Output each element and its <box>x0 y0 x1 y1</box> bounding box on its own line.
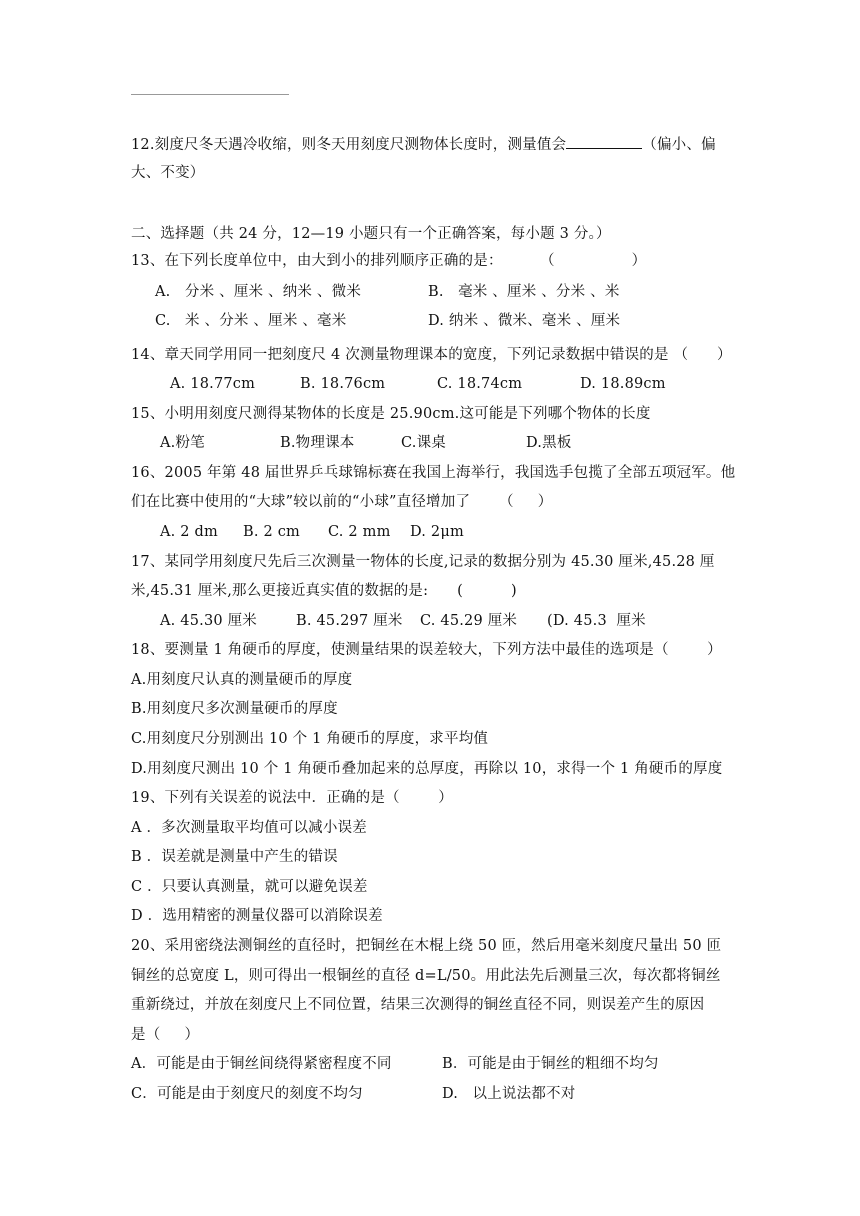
q20-option-b: B．可能是由于铜丝的粗细不均匀 <box>442 1056 659 1072</box>
q19-stem: 19、下列有关误差的说法中．正确的是（ ） <box>131 790 453 806</box>
q17-option-b: B. 45.297 厘米 <box>296 613 403 629</box>
q18-stem: 18、要测量 1 角硬币的厚度，使测量结果的误差较大，下列方法中最佳的选项是（ ） <box>131 642 722 658</box>
q18-option-a: A.用刻度尺认真的测量硬币的厚度 <box>131 672 353 688</box>
q14-option-c: C. 18.74cm <box>437 376 523 392</box>
q16-option-d: D. 2μm <box>410 524 464 540</box>
q16-line1: 16、2005 年第 48 届世界乒乓球锦标赛在我国上海举行，我国选手包揽了全部五项冠军。他 <box>131 465 736 481</box>
q14-option-b: B. 18.76cm <box>300 376 386 392</box>
q19-option-a: A ．多次测量取平均值可以减小误差 <box>131 820 367 836</box>
q12-answer-blank <box>566 134 642 149</box>
q12-line1 <box>131 134 716 155</box>
q15-stem: 15、小明用刻度尺测得某物体的长度是 25.90cm.这可能是下列哪个物体的长度 <box>131 406 651 422</box>
q16-option-c: C. 2 mm <box>328 524 391 540</box>
q20-line3: 重新绕过，并放在刻度尺上不同位置，结果三次测得的铜丝直径不同，则误差产生的原因 <box>131 997 705 1013</box>
q20-option-d: D. 以上说法都不对 <box>442 1086 576 1102</box>
q17-line2: 米,45.31 厘米,那么更接近真实值的数据的是: ( ) <box>131 583 517 599</box>
q17-option-a: A. 45.30 厘米 <box>160 613 258 629</box>
q13-option-c: C. 米 、分米 、厘米 、毫米 <box>155 313 347 329</box>
q18-option-c: C.用刻度尺分别测出 10 个 1 角硬币的厚度，求平均值 <box>131 731 489 747</box>
q12-text-b: （偏小、偏 <box>642 137 716 153</box>
q18-option-d: D.用刻度尺测出 10 个 1 角硬币叠加起来的总厚度，再除以 10，求得一个 1 角硬币的厚度 <box>131 761 723 777</box>
q12-text-a: 12.刻度尺冬天遇冷收缩，则冬天用刻度尺测物体长度时，测量值会 <box>131 137 567 153</box>
q15-option-c: C.课桌 <box>401 435 446 451</box>
q20-option-c: C．可能是由于刻度尺的刻度不均匀 <box>131 1086 363 1102</box>
q16-option-b: B. 2 cm <box>243 524 300 540</box>
q19-option-b: B ．误差就是测量中产生的错误 <box>131 849 338 865</box>
q20-option-a: A．可能是由于铜丝间绕得紧密程度不同 <box>131 1056 392 1072</box>
q20-line4: 是（ ） <box>131 1027 200 1043</box>
q17-option-d: (D. 45.3 厘米 <box>547 613 646 629</box>
q18-option-b: B.用刻度尺多次测量硬币的厚度 <box>131 701 338 717</box>
q15-option-b: B.物理课本 <box>280 435 355 451</box>
q17-line1: 17、某同学用刻度尺先后三次测量一物体的长度,记录的数据分别为 45.30 厘米,45.28 厘 <box>131 554 715 570</box>
q17-option-c: C. 45.29 厘米 <box>420 613 518 629</box>
q20-line1: 20、采用密绕法测铜丝的直径时，把铜丝在木棍上绕 50 匝，然后用毫米刻度尺量出 50 匝 <box>131 938 722 954</box>
q13-stem: 13、在下列长度单位中，由大到小的排列顺序正确的是： <box>131 253 503 269</box>
q19-option-c: C ．只要认真测量，就可以避免误差 <box>131 879 368 895</box>
q14-option-a: A. 18.77cm <box>170 376 256 392</box>
q13-option-b: B. 毫米 、厘米 、分米 、米 <box>428 284 620 300</box>
q15-option-d: D.黑板 <box>526 435 572 451</box>
section-heading: 二、选择题（共 24 分，12—19 小题只有一个正确答案，每小题 3 分。） <box>131 226 611 242</box>
q20-line2: 铜丝的总宽度 L，则可得出一根铜丝的直径 d=L/50。用此法先后测量三次，每次都将铜丝 <box>131 968 721 984</box>
q13-answer-paren: （ ） <box>540 253 647 269</box>
q13-option-d: D. 纳米 、微米、毫米 、厘米 <box>428 313 621 329</box>
header-rule <box>131 94 289 95</box>
q16-line2: 们在比赛中使用的“大球”较以前的“小球”直径增加了 （ ） <box>131 494 553 510</box>
q14-option-d: D. 18.89cm <box>580 376 666 392</box>
q19-option-d: D ．选用精密的测量仪器可以消除误差 <box>131 908 383 924</box>
q15-option-a: A.粉笔 <box>160 435 205 451</box>
q14-stem: 14、章天同学用同一把刻度尺 4 次测量物理课本的宽度，下列记录数据中错误的是 （ ） <box>131 347 732 363</box>
q16-option-a: A. 2 dm <box>160 524 218 540</box>
q13-option-a: A. 分米 、厘米 、纳米 、微米 <box>155 284 362 300</box>
q12-line2: 大、不变） <box>131 165 205 181</box>
